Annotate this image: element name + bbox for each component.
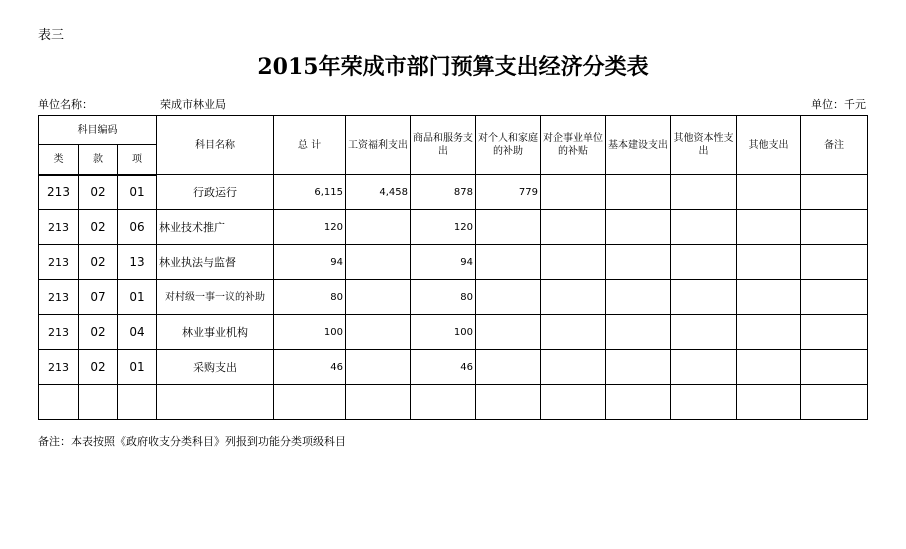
cell-total: 120 (274, 210, 346, 245)
table-row (39, 350, 868, 385)
cell-capital-construction (606, 315, 671, 350)
budget-table (38, 115, 868, 420)
header-subject-name: 科目名称 (157, 116, 274, 175)
cell-lei: 213 (39, 315, 79, 350)
cell-xiang: 01 (118, 350, 157, 385)
cell-empty (411, 385, 476, 420)
cell-salary (346, 350, 411, 385)
cell-goods-services: 120 (411, 210, 476, 245)
cell-other-expense (737, 350, 801, 385)
cell-total: 46 (274, 350, 346, 385)
cell-total: 80 (274, 280, 346, 315)
cell-empty (79, 385, 118, 420)
cell-xiang: 04 (118, 315, 157, 350)
cell-other-capital (671, 245, 737, 280)
cell-total: 6,115 (274, 175, 346, 210)
header-other-expense: 其他支出 (737, 116, 801, 175)
header-other-capital: 其他资本性支出 (671, 116, 737, 175)
cell-empty (118, 385, 157, 420)
cell-subject-name: 林业事业机构 (157, 315, 274, 350)
header-xiang: 项 (118, 145, 157, 175)
cell-enterprise-subsidy (541, 245, 606, 280)
cell-kuan: 02 (79, 350, 118, 385)
cell-personal-subsidy (476, 280, 541, 315)
cell-remarks (801, 280, 868, 315)
cell-remarks (801, 315, 868, 350)
cell-remarks (801, 245, 868, 280)
cell-personal-subsidy (476, 245, 541, 280)
cell-enterprise-subsidy (541, 280, 606, 315)
cell-kuan: 02 (79, 315, 118, 350)
cell-subject-name: 采购支出 (157, 350, 274, 385)
cell-kuan: 07 (79, 280, 118, 315)
cell-other-capital (671, 280, 737, 315)
cell-salary (346, 245, 411, 280)
cell-subject-name: 林业执法与监督 (157, 245, 274, 280)
cell-other-expense (737, 245, 801, 280)
cell-lei: 213 (39, 245, 79, 280)
cell-empty (541, 385, 606, 420)
cell-personal-subsidy (476, 210, 541, 245)
cell-enterprise-subsidy (541, 210, 606, 245)
cell-lei: 213 (39, 350, 79, 385)
header-goods-services: 商品和服务支出 (411, 116, 476, 175)
header-salary: 工资福利支出 (346, 116, 411, 175)
cell-other-capital (671, 315, 737, 350)
cell-other-expense (737, 280, 801, 315)
cell-empty (737, 385, 801, 420)
cell-xiang: 13 (118, 245, 157, 280)
cell-total: 94 (274, 245, 346, 280)
table-row (39, 245, 868, 280)
cell-lei: 213 (39, 175, 79, 210)
cell-goods-services: 94 (411, 245, 476, 280)
cell-enterprise-subsidy (541, 315, 606, 350)
cell-remarks (801, 350, 868, 385)
cell-total: 100 (274, 315, 346, 350)
cell-salary (346, 280, 411, 315)
cell-subject-name: 行政运行 (157, 175, 274, 210)
cell-capital-construction (606, 280, 671, 315)
cell-capital-construction (606, 350, 671, 385)
header-remarks: 备注 (801, 116, 868, 175)
table-label: 表三 (38, 28, 65, 43)
cell-personal-subsidy (476, 350, 541, 385)
header-capital-construction: 基本建设支出 (606, 116, 671, 175)
cell-other-capital (671, 175, 737, 210)
cell-lei: 213 (39, 210, 79, 245)
cell-other-expense (737, 315, 801, 350)
cell-subject-name: 对村级一事一议的补助 (157, 280, 274, 315)
cell-empty (157, 385, 274, 420)
cell-other-capital (671, 350, 737, 385)
unit-name: 荣成市林业局 (160, 98, 226, 111)
table-row (39, 175, 868, 210)
page-title: 2015年荣成市部门预算支出经济分类表 (257, 54, 649, 80)
cell-lei: 213 (39, 280, 79, 315)
cell-enterprise-subsidy (541, 350, 606, 385)
cell-empty (346, 385, 411, 420)
cell-empty (606, 385, 671, 420)
table-row-empty (39, 385, 868, 420)
header-enterprise-subsidy: 对企事业单位的补贴 (541, 116, 606, 175)
cell-xiang: 01 (118, 280, 157, 315)
cell-capital-construction (606, 175, 671, 210)
cell-xiang: 06 (118, 210, 157, 245)
cell-other-capital (671, 210, 737, 245)
header-subject-code: 科目编码 (39, 116, 157, 145)
cell-empty (476, 385, 541, 420)
cell-other-expense (737, 175, 801, 210)
cell-salary (346, 315, 411, 350)
cell-subject-name: 林业技术推广 (157, 210, 274, 245)
cell-empty (671, 385, 737, 420)
header-total: 总 计 (274, 116, 346, 175)
cell-goods-services: 46 (411, 350, 476, 385)
header-kuan: 款 (79, 145, 118, 175)
cell-salary: 4,458 (346, 175, 411, 210)
cell-remarks (801, 175, 868, 210)
cell-capital-construction (606, 245, 671, 280)
footnote: 备注：本表按照《政府收支分类科目》列报到功能分类项级科目 (38, 435, 346, 448)
header-personal-subsidy: 对个人和家庭的补助 (476, 116, 541, 175)
header-lei: 类 (39, 145, 79, 175)
cell-kuan: 02 (79, 210, 118, 245)
cell-enterprise-subsidy (541, 175, 606, 210)
cell-kuan: 02 (79, 245, 118, 280)
cell-goods-services: 80 (411, 280, 476, 315)
cell-salary (346, 210, 411, 245)
cell-personal-subsidy: 779 (476, 175, 541, 210)
table-row (39, 315, 868, 350)
cell-empty (274, 385, 346, 420)
unit-name-label: 单位名称： (38, 98, 93, 111)
cell-kuan: 02 (79, 175, 118, 210)
cell-remarks (801, 210, 868, 245)
table-row (39, 210, 868, 245)
table-row (39, 280, 868, 315)
cell-empty (39, 385, 79, 420)
cell-empty (801, 385, 868, 420)
cell-capital-construction (606, 210, 671, 245)
cell-goods-services: 100 (411, 315, 476, 350)
unit-label: 单位：千元 (811, 98, 866, 111)
cell-xiang: 01 (118, 175, 157, 210)
cell-goods-services: 878 (411, 175, 476, 210)
cell-personal-subsidy (476, 315, 541, 350)
cell-other-expense (737, 210, 801, 245)
